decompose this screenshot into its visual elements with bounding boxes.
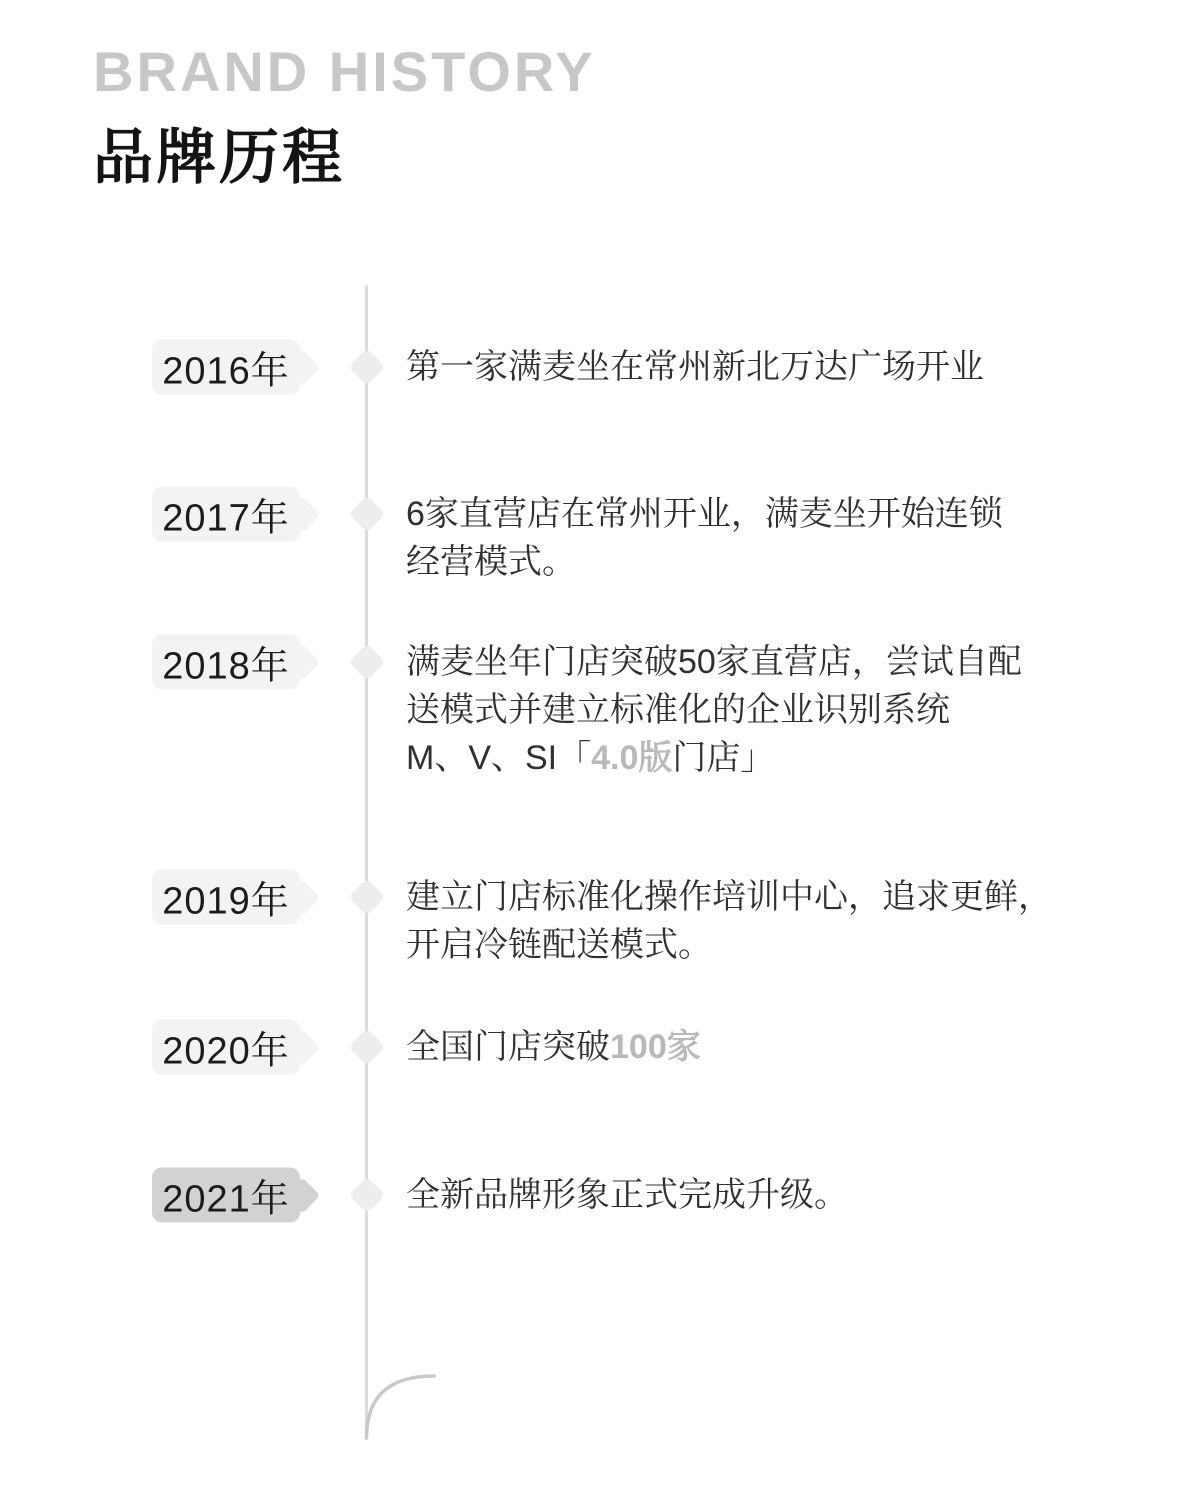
timeline-text-line: [406, 343, 984, 391]
year-tag-2020: [152, 1020, 300, 1075]
body-text: 全新品牌形象正式完成升级。: [406, 1176, 848, 1214]
body-text: 建立门店标准化操作培训中心，追求更鲜，: [406, 878, 1052, 916]
page-title-zh: 品牌历程: [93, 124, 345, 191]
timeline-dot: [348, 1177, 385, 1214]
year-tag-2016: [152, 340, 300, 395]
body-text: 送模式并建立标准化的企业识别系统: [406, 691, 950, 729]
body-text: 门店」: [672, 739, 775, 777]
timeline-text-line: [406, 734, 1022, 782]
timeline-dot: [348, 879, 385, 916]
timeline-item-text: [406, 1171, 848, 1219]
year-label: 2019年: [162, 880, 290, 923]
year-label: 2016年: [162, 350, 290, 393]
body-text: 开启冷链配送模式。: [406, 926, 712, 964]
timeline-item-text: [406, 638, 1022, 782]
timeline-text-line: [406, 1171, 848, 1219]
body-text: 第一家满麦坐在常州新北万达广场开业: [406, 348, 984, 386]
year-label: 2017年: [162, 497, 290, 540]
body-text: 满麦坐年门店突破50家直营店，尝试自配: [406, 643, 1022, 681]
body-text: 经营模式。: [406, 543, 576, 581]
highlight-text: 100家: [610, 1028, 701, 1066]
timeline-text-line: [406, 921, 1052, 969]
timeline-dot: [348, 1029, 385, 1066]
highlight-text: 4.0版: [591, 739, 673, 777]
year-tag-2017: [152, 487, 300, 542]
year-label: 2018年: [162, 645, 290, 688]
timeline-text-line: [406, 686, 1022, 734]
year-label: 2021年: [162, 1178, 290, 1221]
body-text: M、V、SI「: [406, 739, 592, 777]
timeline-text-line: [406, 873, 1052, 921]
timeline-line: [365, 285, 368, 1440]
timeline-text-line: [406, 538, 1003, 586]
timeline-text-line: [406, 638, 1022, 686]
timeline-item-text: [406, 490, 1003, 586]
page-header: [93, 42, 596, 190]
timeline-item-text: [406, 873, 1052, 969]
year-tag-2021: [152, 1168, 300, 1223]
timeline-item-text: [406, 1023, 701, 1071]
page-title-en: BRAND HISTORY: [93, 40, 596, 103]
year-label: 2020年: [162, 1030, 290, 1073]
body-text: 全国门店突破: [406, 1028, 610, 1066]
year-tag-2018: [152, 635, 300, 690]
timeline-text-line: [406, 1023, 701, 1071]
year-tag-2019: [152, 870, 300, 925]
timeline-text-line: [406, 490, 1003, 538]
timeline-dot: [348, 496, 385, 533]
timeline-dot: [348, 349, 385, 386]
timeline-item-text: [406, 343, 984, 391]
body-text: 6家直营店在常州开业，满麦坐开始连锁: [406, 495, 1003, 533]
timeline-dot: [348, 644, 385, 681]
